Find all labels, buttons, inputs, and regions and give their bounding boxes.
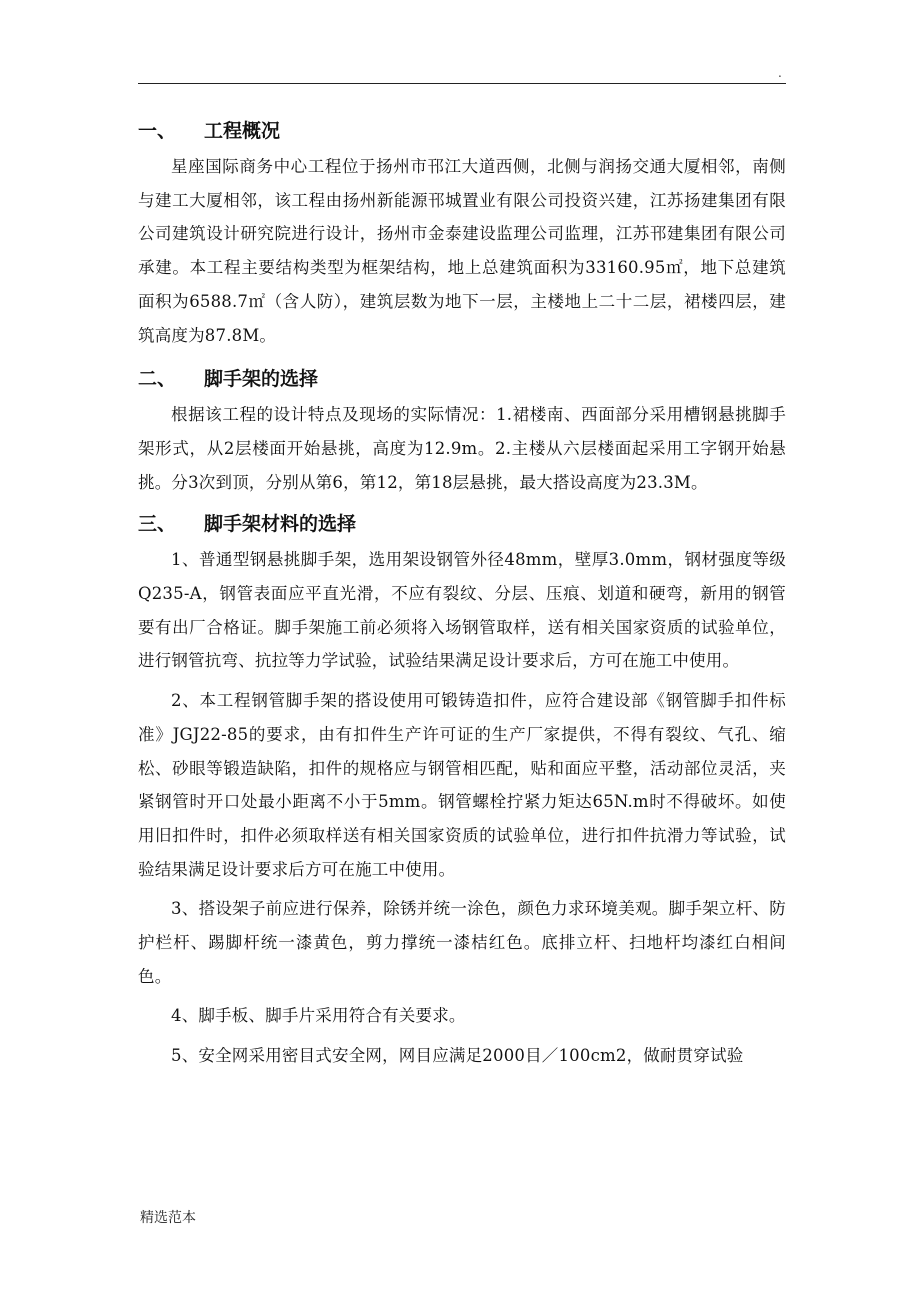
section-title: 脚手架材料的选择 [204,513,357,536]
section-number: 一、 [138,120,177,142]
header-dot: . [778,66,782,80]
paragraph: 5、安全网采用密目式安全网，网目应满足2000目／100cm2，做耐贯穿试验 [171,1046,744,1066]
section-title: 工程概况 [204,120,281,142]
section-scaffold-choice [138,366,786,499]
paragraph: 2、本工程钢管脚手架的搭设使用可锻铸造扣件，应符合建设部《钢管脚手扣件标准》JGJ22-85的要求，由有扣件生产许可证的生产厂家提供，不得有裂纹、气孔、缩松、砂眼等锻造缺陷，扣件的规格应与钢管相匹配，贴和面应平整，活动部位灵活，夹紧钢管时开口处最小距离不小于5mm。钢管螺栓拧紧力矩达65N.m时不得破坏。如使用旧扣件时，扣件必须取样送有相关国家资质的试验单位，进行扣件抗滑力等试验，试验结果满足设计要求后方可在施工中使用。 [138,691,786,879]
paragraph: 星座国际商务中心工程位于扬州市邗江大道西侧，北侧与润扬交通大厦相邻，南侧与建工大厦相邻，该工程由扬州新能源邗城置业有限公司投资兴建，江苏扬建集团有限公司建筑设计研究院进行设计，扬州市金泰建设监理公司监理，江苏邗建集团有限公司承建。本工程主要结构类型为框架结构，地上总建筑面积为33160.95㎡，地下总建筑面积为6588.7㎡（含人防），建筑层数为地下一层，主楼地上二十二层，裙楼四层，建筑高度为87.8M。 [138,157,786,345]
header-rule [138,83,786,84]
section-materials [138,511,786,1073]
section-heading [138,118,786,144]
section-heading [138,511,786,537]
section-title: 脚手架的选择 [204,368,319,391]
section-heading [138,366,786,392]
section-number: 二、 [138,368,177,391]
paragraph: 1、普通型钢悬挑脚手架，选用架设钢管外径48mm，壁厚3.0mm，钢材强度等级Q235-A，钢管表面应平直光滑，不应有裂纹、分层、压痕、划道和硬弯，新用的钢管要有出厂合格证。脚手架施工前必须将入场钢管取样，送有相关国家资质的试验单位，进行钢管抗弯、抗拉等力学试验，试验结果满足设计要求后，方可在施工中使用。 [138,550,786,671]
paragraph: 4、脚手板、脚手片采用符合有关要求。 [171,1006,466,1026]
section-overview [138,118,786,352]
paragraph: 根据该工程的设计特点及现场的实际情况：1.裙楼南、西面部分采用槽钢悬挑脚手架形式，从2层楼面开始悬挑，高度为12.9m。2.主楼从六层楼面起采用工字钢开始悬挑。分3次到顶，分别从第6，第12，第18层悬挑，最大搭设高度为23.3M。 [138,405,786,492]
paragraph: 3、搭设架子前应进行保养，除锈并统一涂色，颜色力求环境美观。脚手架立杆、防护栏杆、踢脚杆统一漆黄色，剪力撑统一漆桔红色。底排立杆、扫地杆均漆红白相间色。 [138,899,786,986]
section-number: 三、 [138,513,177,536]
document-body [138,118,786,1079]
footer-label: 精选范本 [140,1210,196,1226]
